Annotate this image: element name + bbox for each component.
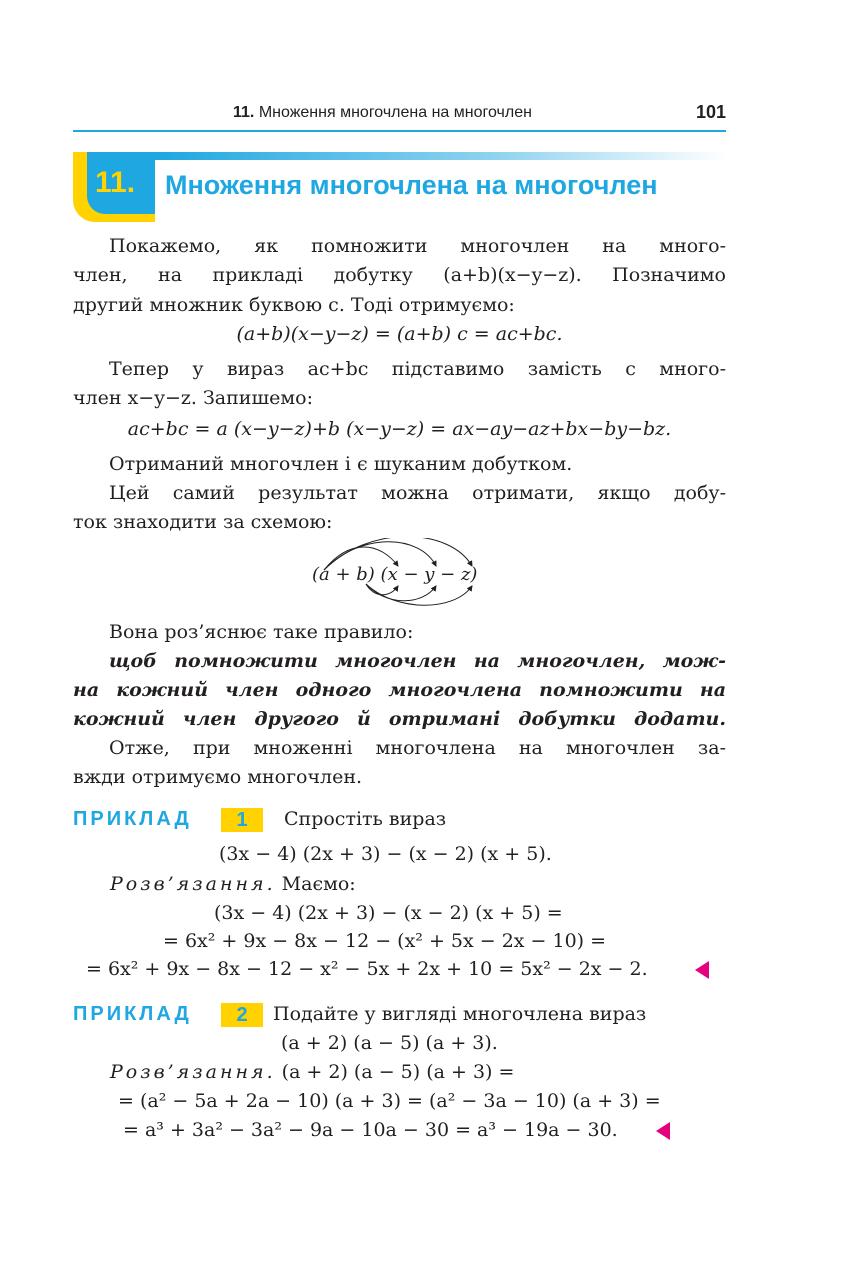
example-2-expression: (a + 2) (a − 5) (a + 3). bbox=[281, 1032, 498, 1054]
banner-gradient-bar bbox=[153, 152, 726, 160]
formula-1: (a+b)(x−y−z) = (a+b) c = ac+bc. bbox=[236, 323, 563, 345]
section-number: 11. bbox=[95, 166, 136, 199]
paragraph-2-line-2: член x−y−z. Запишемо: bbox=[73, 387, 313, 409]
header-text: Множення многочлена на многочлен bbox=[258, 104, 532, 121]
end-of-solution-marker-2 bbox=[656, 1122, 670, 1140]
example-1-step-3: = 6x² + 9x − 8x − 12 − x² − 5x + 2x + 10 = 5x² − 2x − 2. bbox=[86, 958, 648, 980]
rule-line-2: на кожний член одного многочлена помножити на bbox=[73, 679, 726, 701]
section-banner bbox=[73, 152, 726, 222]
section-title: Множення многочлена на многочлен bbox=[165, 170, 658, 200]
example-2-number: 2 bbox=[221, 1003, 263, 1027]
example-2-solution bbox=[110, 1061, 514, 1083]
paragraph-3: Отриманий многочлен і є шуканим добутком. bbox=[109, 453, 573, 475]
section-number-badge bbox=[73, 152, 155, 222]
paragraph-4-line-2: ток знаходити за схемою: bbox=[73, 511, 333, 533]
paragraph-1-line-2: член, на прикладі добутку (a+b)(x−y−z). Позначимо bbox=[73, 264, 726, 286]
paragraph-6-line-2: вжди отримуємо многочлен. bbox=[73, 766, 363, 788]
scheme-expression: (a + b) (x − y − z) bbox=[312, 564, 478, 585]
example-1-label: ПРИКЛАД bbox=[73, 808, 192, 830]
page-number: 101 bbox=[695, 102, 726, 122]
solution-1-label: Розв’язання. bbox=[110, 873, 276, 895]
example-2-step-3: = a³ + 3a² − 3a² − 9a − 10a − 30 = a³ − 19a − 30. bbox=[123, 1119, 618, 1141]
example-1-expression: (3x − 4) (2x + 3) − (x − 2) (x + 5). bbox=[219, 843, 552, 865]
example-2-task: Подайте у вигляді многочлена вираз bbox=[273, 1003, 647, 1025]
example-1-solution bbox=[110, 873, 356, 895]
example-2-step-2: = (a² − 5a + 2a − 10) (a + 3) = (a² − 3a − 10) (a + 3) = bbox=[118, 1090, 661, 1112]
rule-line-3: кожний член другого й отримані добутки додати. bbox=[73, 708, 726, 730]
example-2-step-1: (a + 2) (a − 5) (a + 3) = bbox=[281, 1061, 515, 1083]
example-1-step-2: = 6x² + 9x − 8x − 12 − (x² + 5x − 2x − 10) = bbox=[163, 930, 607, 952]
rule-line-1: щоб помножити многочлен на многочлен, мож- bbox=[109, 650, 726, 672]
header-number: 11. bbox=[233, 104, 255, 121]
running-header bbox=[73, 100, 726, 132]
example-2-label: ПРИКЛАД bbox=[73, 1003, 192, 1025]
paragraph-2-line-1: Тепер у вираз ac+bc підставимо замість c много- bbox=[109, 358, 726, 380]
end-of-solution-marker bbox=[695, 961, 709, 979]
paragraph-5: Вона роз’яснює таке правило: bbox=[109, 621, 414, 643]
formula-2: ac+bc = a (x−y−z)+b (x−y−z) = ax−ay−az+bx−by−bz. bbox=[127, 418, 672, 440]
example-1-task: Спростіть вираз bbox=[284, 808, 447, 830]
paragraph-1-line-1: Покажемо, як помножити многочлен на много- bbox=[109, 235, 726, 257]
paragraph-6-line-1: Отже, при множенні многочлена на многочлен за- bbox=[109, 737, 726, 759]
solution-2-label: Розв’язання. bbox=[110, 1061, 276, 1083]
paragraph-1-line-3: другий множник буквою c. Тоді отримуємо: bbox=[73, 294, 515, 316]
example-1-step-1: (3x − 4) (2x + 3) − (x − 2) (x + 5) = bbox=[214, 902, 563, 924]
example-1-number: 1 bbox=[221, 808, 263, 832]
header-title bbox=[233, 104, 532, 122]
solution-1-intro: Маємо: bbox=[281, 873, 356, 895]
paragraph-4-line-1: Цей самий результат можна отримати, якщо добу- bbox=[109, 482, 726, 504]
